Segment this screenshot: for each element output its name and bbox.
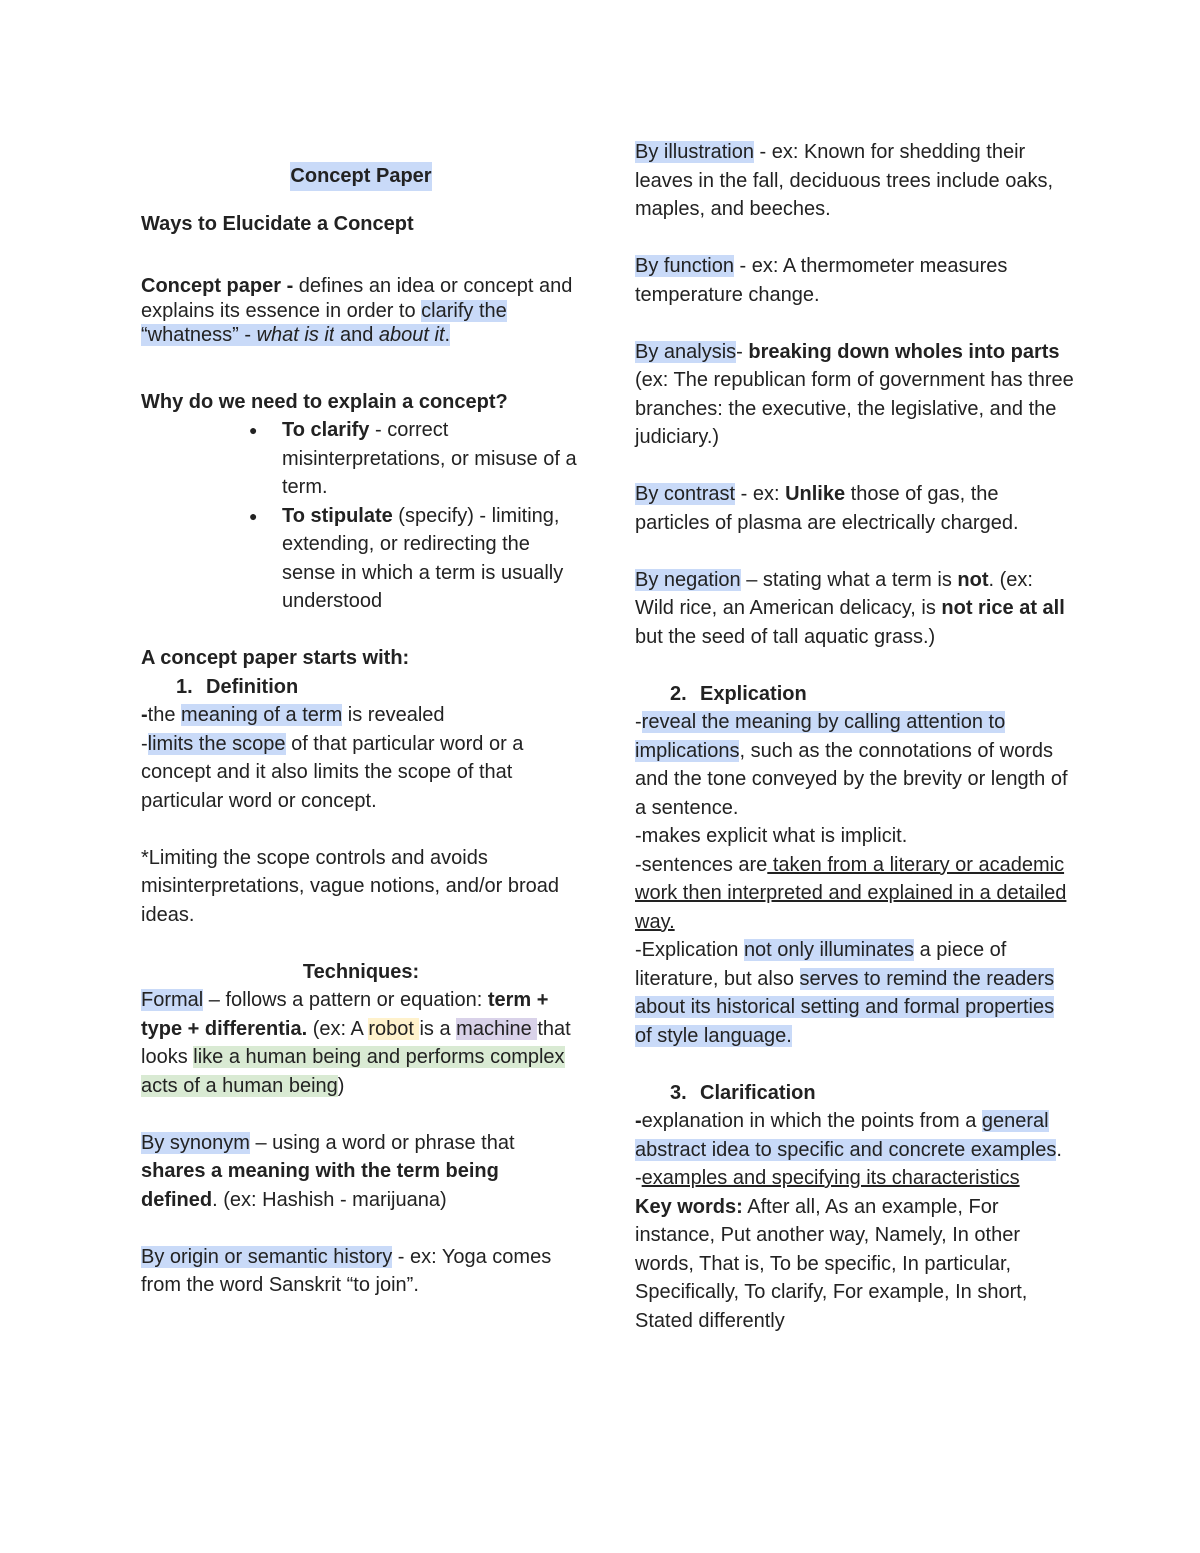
concept-paper-definition <box>141 274 581 348</box>
text: (ex: A <box>307 1017 369 1040</box>
definition-text: defines an idea or concept and explains its essence in order to <box>141 275 573 322</box>
bold-text: not <box>957 568 989 591</box>
text: (ex: The republican form of government has three branches: the executive, the legislative, and the judiciary.) <box>635 369 1074 448</box>
analysis-technique <box>635 338 1075 452</box>
highlight: not only illuminates <box>743 939 915 961</box>
bold-text: shares a meaning with the term being defined <box>141 1160 499 1211</box>
robot-highlight: robot <box>368 1017 420 1040</box>
key-words-label: Key words: <box>635 1195 743 1218</box>
text: - ex: <box>735 483 786 505</box>
function-label: By function <box>635 255 734 277</box>
item-text: (specify) - limiting, extending, or redirecting the sense in which a term is usually understood <box>282 504 564 612</box>
text: – follows a pattern or equation: <box>203 989 488 1011</box>
item-term: To stipulate <box>282 504 393 527</box>
explication-heading <box>635 680 1075 709</box>
clarification-label: Clarification <box>700 1081 816 1104</box>
text: that looks <box>141 1017 571 1068</box>
key-words <box>635 1193 1075 1336</box>
text: ) <box>337 1074 345 1097</box>
analysis-label: By analysis <box>635 340 737 363</box>
dash: - <box>635 711 642 733</box>
text: - ex: A thermometer measures temperature change. <box>635 255 1008 306</box>
bold-text: Unlike <box>785 483 846 505</box>
list-item <box>141 502 581 616</box>
explication-line-1 <box>635 708 1075 822</box>
text: - ex: Yoga comes from the word Sanskrit “to join”. <box>141 1245 552 1296</box>
why-list <box>141 416 581 616</box>
definition-highlight: clarify the “whatness” - <box>141 299 507 346</box>
definition-and: and <box>334 324 379 346</box>
list-item <box>141 416 581 502</box>
negation-technique <box>635 566 1075 652</box>
explication-label: Explication <box>700 682 807 705</box>
item-text: - correct misinterpretations, or misuse of a term. <box>282 419 577 498</box>
contrast-technique <box>635 480 1075 537</box>
definition-line-1 <box>141 701 581 730</box>
origin-technique <box>141 1243 581 1300</box>
text: , such as the connotations of words and the tone conveyed by the brevity or length of a sentence. <box>635 739 1068 819</box>
text: - <box>736 340 749 363</box>
left-column <box>141 138 581 1300</box>
number: 3. <box>670 1081 687 1104</box>
subtitle: Ways to Elucidate a Concept <box>141 212 414 235</box>
why-heading: Why do we need to explain a concept? <box>141 390 508 413</box>
text: a piece of literature, but also <box>635 939 1007 990</box>
text: – using a word or phrase that <box>249 1131 515 1154</box>
text: of that particular word or a concept and it also limits the scope of that particular word or concept. <box>141 732 524 812</box>
item-term: To clarify <box>282 419 370 441</box>
highlight: serves to remind the readers about its historical setting and formal properties of style language. <box>635 967 1055 1047</box>
text: . (ex: Wild rice, an American delicacy, is <box>635 568 1033 619</box>
definition-label: Definition <box>206 675 299 698</box>
function-technique <box>635 252 1075 309</box>
negation-label: By negation <box>635 568 741 591</box>
text: . <box>1056 1138 1062 1161</box>
contrast-label: By contrast <box>635 483 736 505</box>
bold-text: term + type + differentia. <box>141 989 549 1040</box>
definition-what-is-it: what is it <box>256 324 335 346</box>
dash: - <box>635 1167 642 1189</box>
dash: - <box>141 732 148 755</box>
definition-about-it: about it <box>378 324 445 346</box>
illustration-technique <box>635 138 1075 224</box>
green-highlight: like a human being and performs complex acts of a human being <box>141 1046 565 1097</box>
text: is a <box>419 1017 457 1040</box>
number: 1. <box>176 675 193 698</box>
text: but the seed of tall aquatic grass.) <box>635 625 936 648</box>
machine-highlight: machine <box>456 1017 538 1040</box>
text: the <box>147 704 182 726</box>
highlight: general abstract idea to specific and concrete examples <box>635 1110 1057 1161</box>
bold-text: breaking down wholes into parts <box>748 340 1060 363</box>
text: those of gas, the particles of plasma are electrically charged. <box>635 483 1019 534</box>
explication-line-2: -makes explicit what is implicit. <box>635 825 908 847</box>
synonym-label: By synonym <box>141 1131 250 1154</box>
clarification-line-2 <box>635 1164 1075 1193</box>
page-title-line <box>141 162 581 191</box>
text: -sentences are <box>635 853 768 876</box>
definition-line-2 <box>141 730 581 816</box>
clarification-line-1 <box>635 1107 1075 1164</box>
right-column <box>635 138 1075 1335</box>
definition-end: . <box>444 324 451 346</box>
highlight: meaning of a term <box>181 704 343 726</box>
synonym-technique <box>141 1129 581 1215</box>
explication-line-4 <box>635 936 1075 1050</box>
explication-line-3 <box>635 851 1075 937</box>
highlight: reveal the meaning by calling attention to implications <box>635 711 1006 762</box>
limiting-note: *Limiting the scope controls and avoids misinterpretations, vague notions, and/or broad ideas. <box>141 846 560 926</box>
text: - ex: Known for shedding their leaves in the fall, deciduous trees include oaks, maples, and beeches. <box>635 141 1054 220</box>
illustration-label: By illustration <box>635 141 754 163</box>
page-title: Concept Paper <box>290 162 431 191</box>
highlight: limits the scope <box>147 732 286 755</box>
underlined-text: examples and specifying its characteristics <box>641 1167 1020 1189</box>
bold-text: not rice at all <box>941 597 1065 619</box>
techniques-heading: Techniques: <box>302 960 420 983</box>
definition-heading <box>141 673 581 702</box>
underlined-text: taken from a literary or academic work then interpreted and explained in a detailed way. <box>635 853 1067 933</box>
formal-label: Formal <box>141 989 204 1011</box>
origin-label: By origin or semantic history <box>141 1245 393 1268</box>
text: – stating what a term is <box>740 568 958 591</box>
text: -Explication <box>635 939 744 961</box>
key-words-text: After all, As an example, For instance, Put another way, Namely, In other words, That is, To be specific, In particular, Specifically, To clarify, For example, In short, Stated differently <box>635 1195 1028 1332</box>
dash: - <box>635 1110 642 1132</box>
definition-term: Concept paper - <box>141 275 294 297</box>
text: is revealed <box>342 704 445 726</box>
text: explanation in which the points from a <box>641 1110 982 1132</box>
starts-heading: A concept paper starts with: <box>141 647 410 669</box>
dash: - <box>141 704 148 726</box>
number: 2. <box>670 682 687 705</box>
formal-technique <box>141 986 581 1100</box>
text: . (ex: Hashish - marijuana) <box>212 1188 447 1211</box>
clarification-heading <box>635 1079 1075 1108</box>
